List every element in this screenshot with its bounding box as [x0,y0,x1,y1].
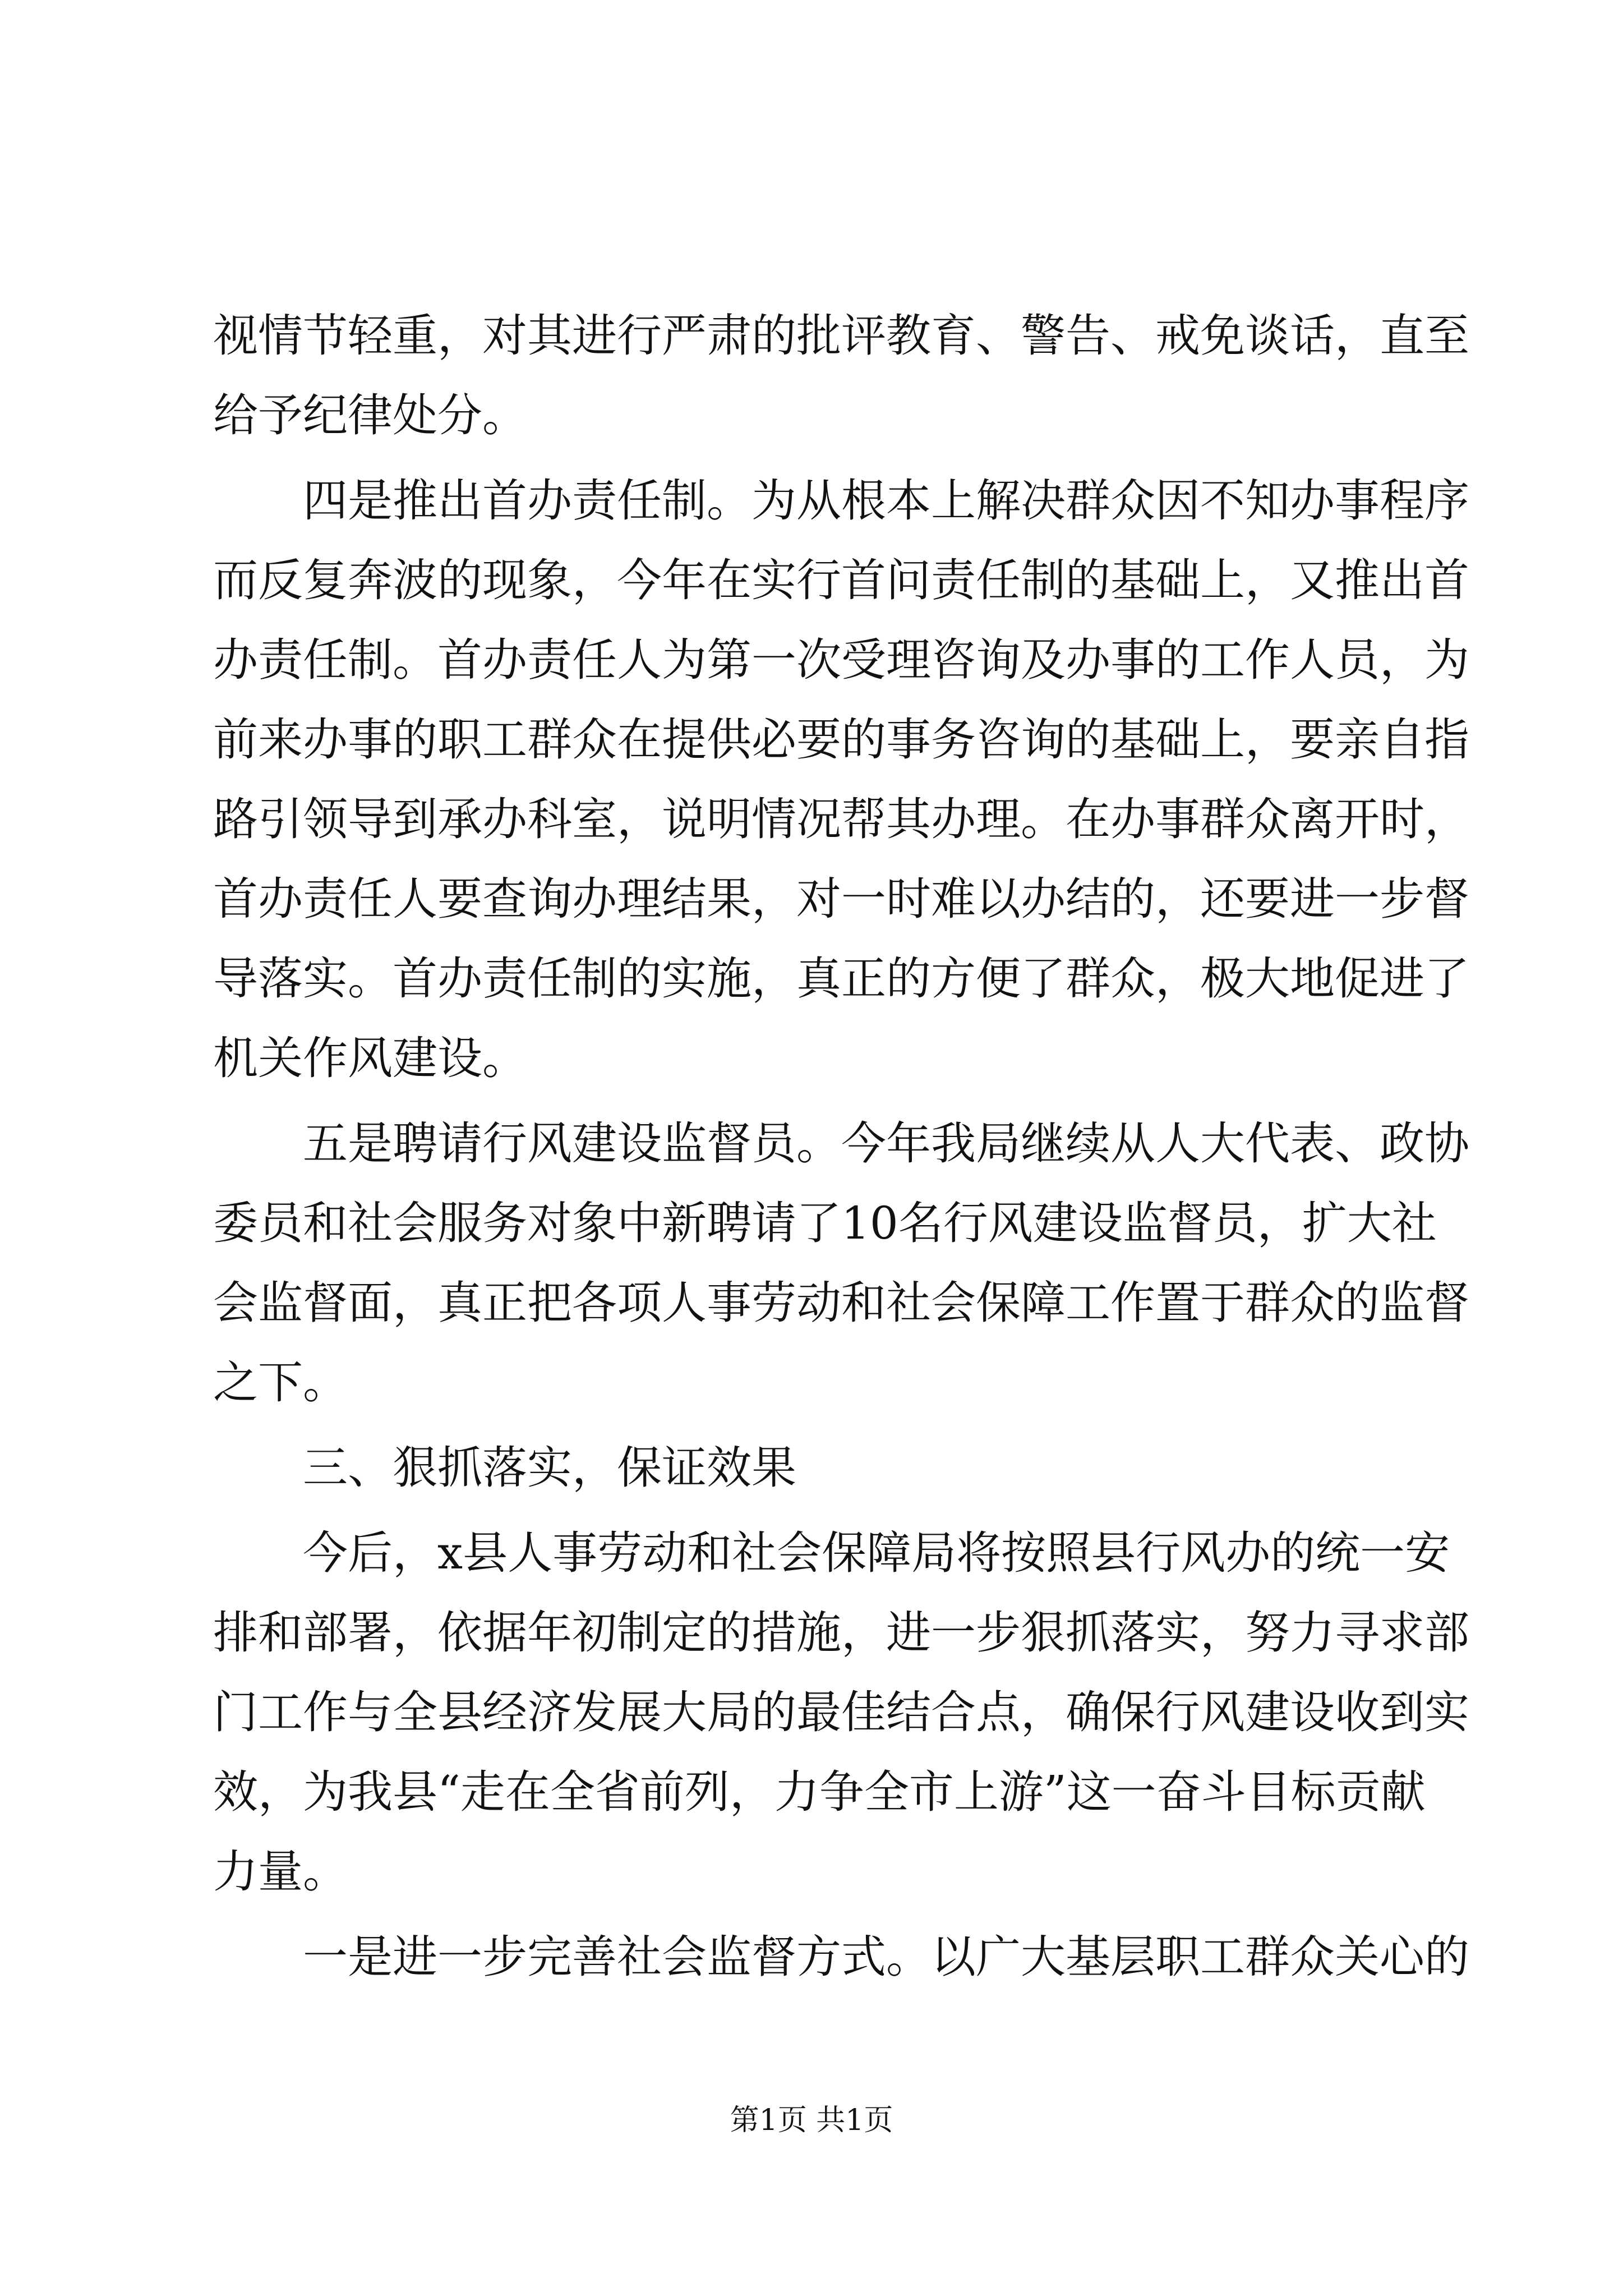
text-line: 路引领导到承办科室，说明情况帮其办理。在办事群众离开时， [213,793,1469,845]
text-line: 效，为我县“走在全省前列，力争全市上游”这一奋斗目标贡献 [213,1766,1426,1818]
text-line: 委员和社会服务对象中新聘请了10名行风建设监督员，扩大社 [213,1197,1437,1249]
section-heading: 三、狠抓落实，保证效果 [303,1442,796,1494]
text-line: 排和部署，依据年初制定的措施，进一步狠抓落实，努力寻求部 [213,1607,1469,1659]
page-footer: 第1页 共1页 [730,2104,893,2137]
paragraph-first-line: 五是聘请行风建设监督员。今年我局继续从人大代表、政协 [303,1117,1469,1170]
paragraph-first-line: 一是进一步完善社会监督方式。以广大基层职工群众关心的 [303,1931,1469,1983]
paragraph-first-line: 今后，x县人事劳动和社会保障局将按照县行风办的统一安 [303,1527,1450,1579]
text-line: 导落实。首办责任制的实施，真正的方便了群众，极大地促进了 [213,953,1469,1005]
text-line: 会监督面，真正把各项人事劳动和社会保障工作置于群众的监督 [213,1277,1469,1329]
text-line: 而反复奔波的现象，今年在实行首问责任制的基础上，又推出首 [213,554,1469,606]
text-line: 给予纪律处分。 [213,389,527,441]
paragraph-first-line: 四是推出首办责任制。为从根本上解决群众因不知办事程序 [303,475,1469,527]
text-line: 办责任制。首办责任人为第一次受理咨询及办事的工作人员，为 [213,634,1469,686]
text-line: 门工作与全县经济发展大局的最佳结合点，确保行风建设收到实 [213,1686,1469,1738]
text-line: 前来办事的职工群众在提供必要的事务咨询的基础上，要亲自指 [213,714,1469,766]
text-line: 视情节轻重，对其进行严肃的批评教育、警告、戒免谈话，直至 [213,310,1469,362]
text-line: 之下。 [213,1356,348,1409]
text-line: 首办责任人要查询办理结果，对一时难以办结的，还要进一步督 [213,873,1469,925]
text-line: 力量。 [213,1846,348,1898]
document-body [213,296,1469,1997]
text-line: 机关作风建设。 [213,1032,527,1084]
